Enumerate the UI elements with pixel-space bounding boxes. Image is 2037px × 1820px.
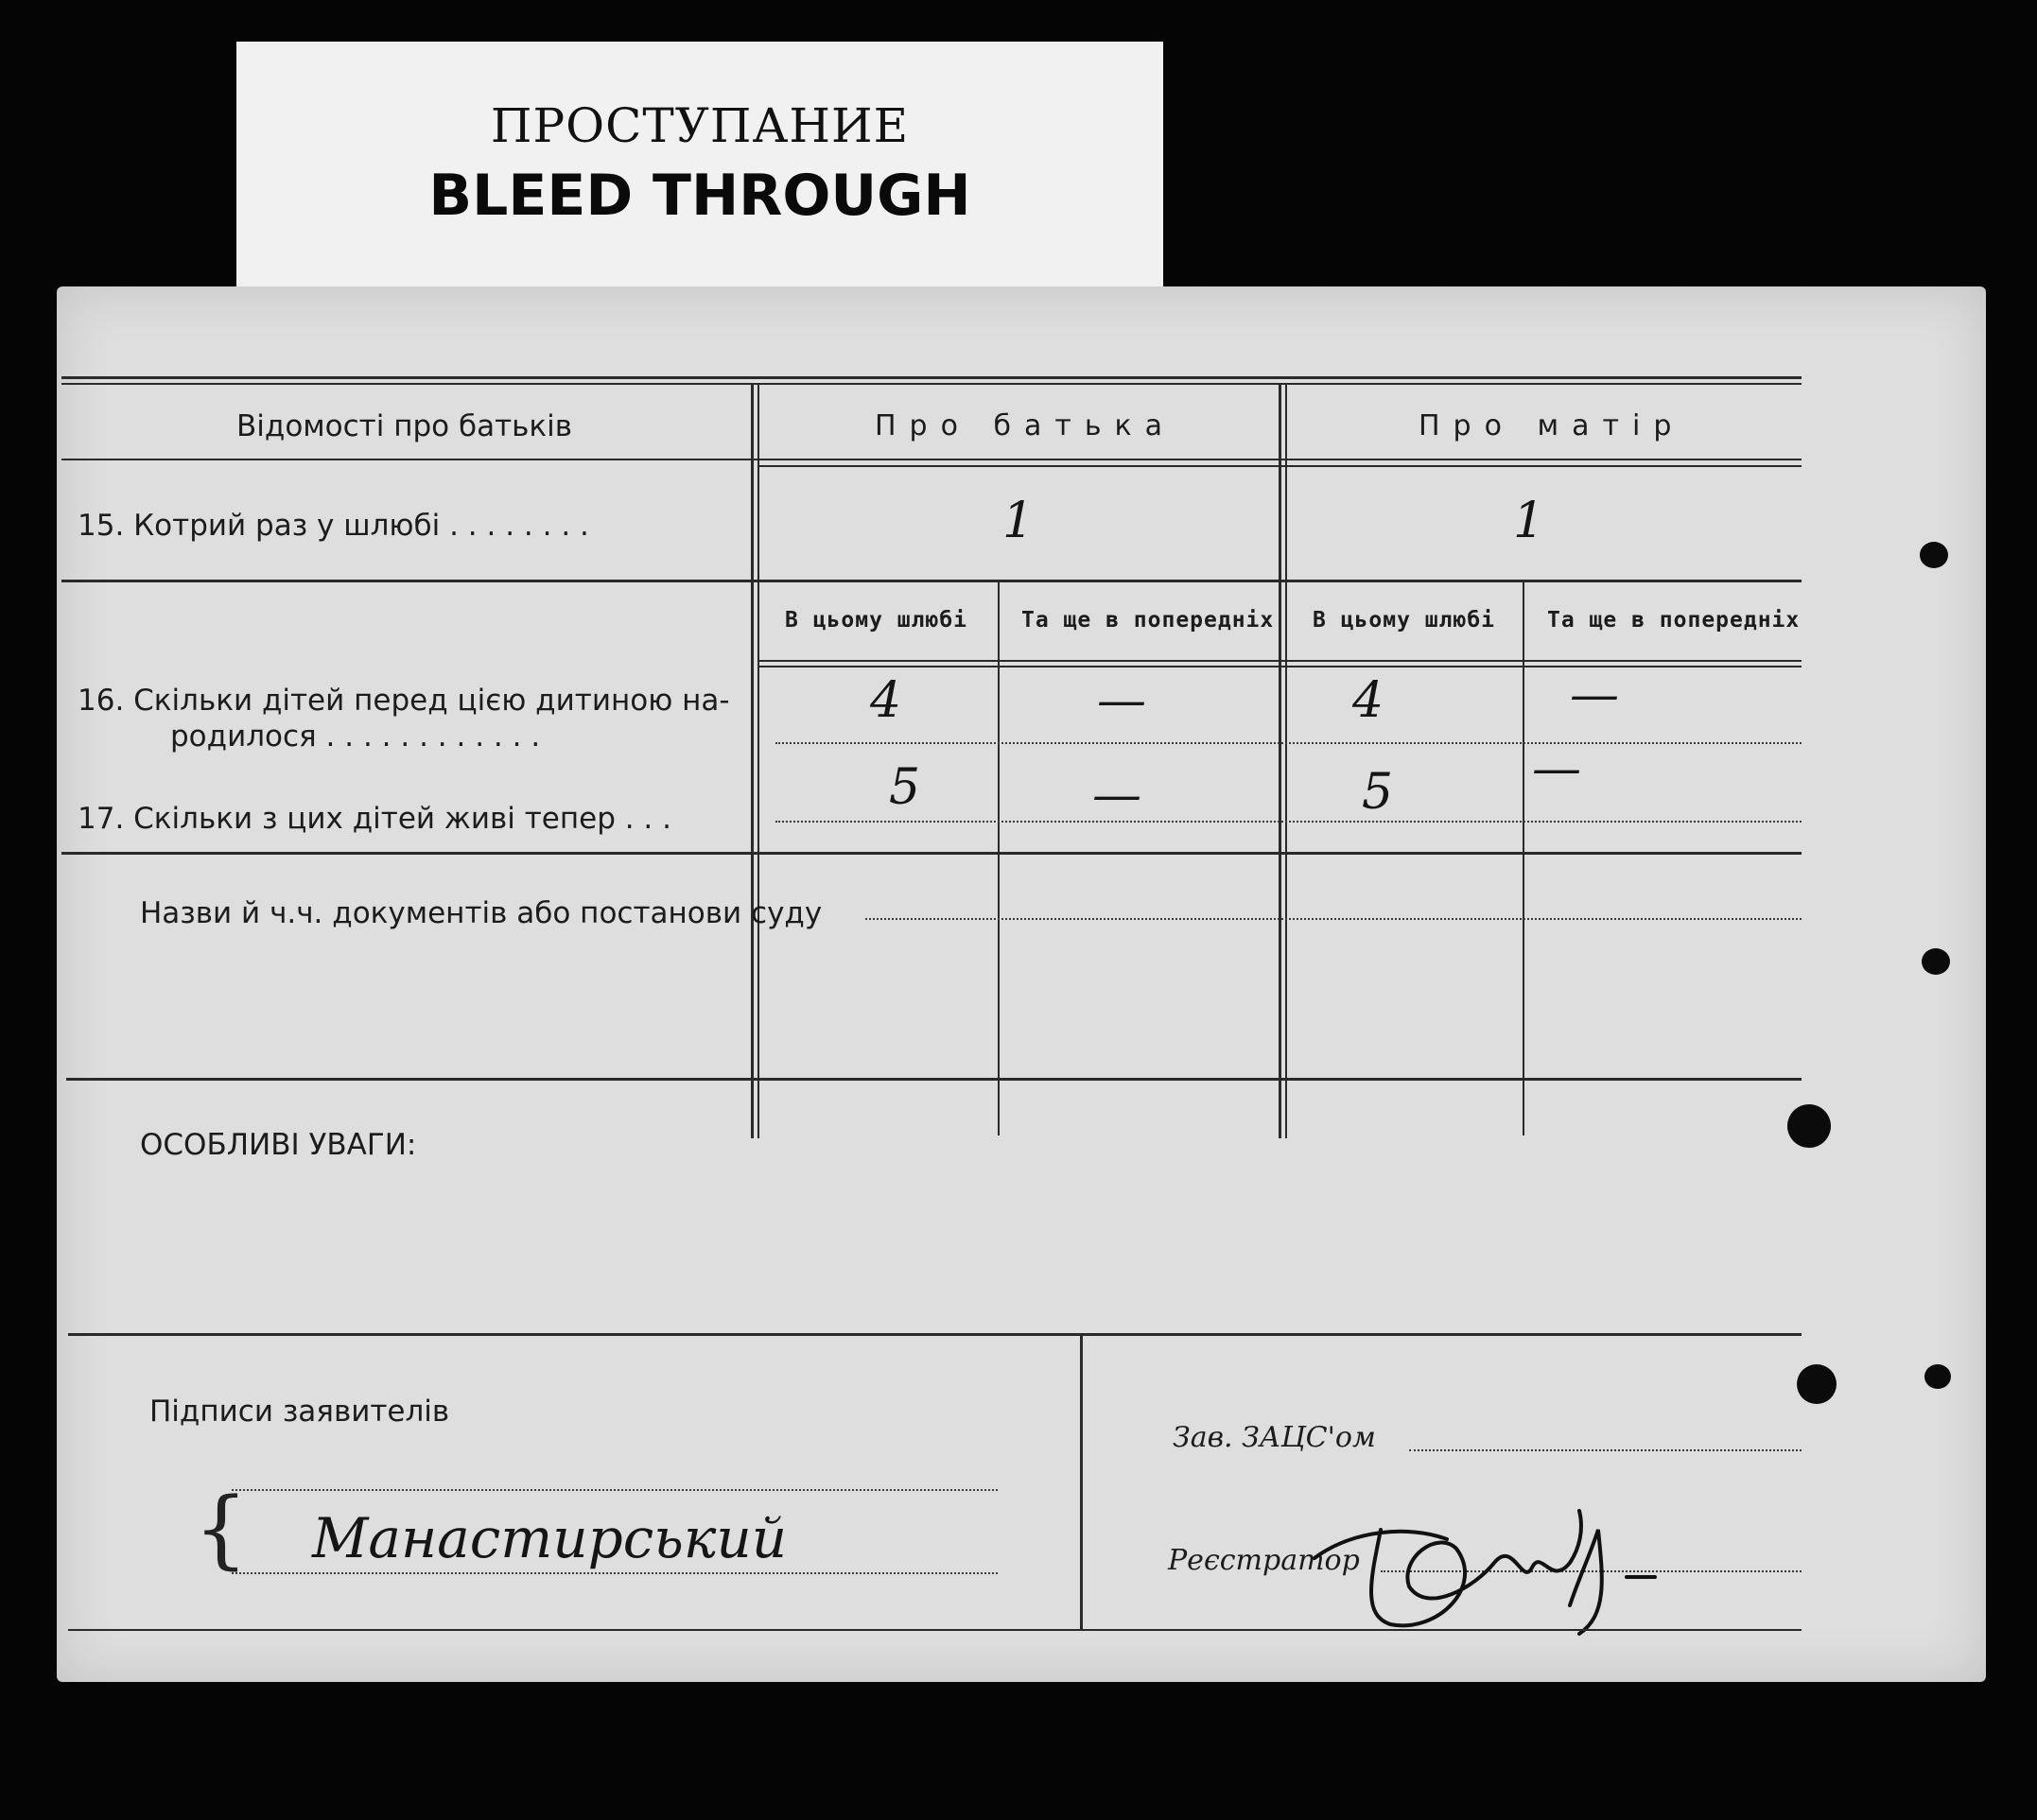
header-father: Про батька <box>875 409 1176 442</box>
row16-mother-this: 4 <box>1352 672 1384 729</box>
rule <box>61 852 1802 855</box>
col-divider <box>751 384 754 1138</box>
row17-label: 17. Скільки з цих дітей живі тепер . . . <box>78 802 671 836</box>
registrar-signature <box>1296 1473 1731 1643</box>
label-russian: ПРОСТУПАНИЕ <box>490 98 910 153</box>
col-divider <box>1523 580 1524 1135</box>
rule <box>66 1078 1802 1081</box>
head-label: Зав. ЗАЦС'ом <box>1173 1421 1376 1454</box>
row17-father-this: 5 <box>889 759 921 816</box>
header-info: Відомості про батьків <box>236 409 573 443</box>
rule <box>759 666 1802 667</box>
col-divider <box>1279 384 1281 1138</box>
dotted-rule <box>775 821 1802 823</box>
bleed-through-label-card <box>236 42 1163 292</box>
rule <box>68 1629 1802 1631</box>
row17-mother-prev: — <box>1532 740 1581 797</box>
rule <box>61 459 1802 460</box>
row15-father-value: 1 <box>1002 493 1035 549</box>
documents-label: Назви й ч.ч. документів або постанови суду <box>140 896 823 930</box>
sub-father-this: В цьому шлюбі <box>785 608 968 633</box>
rule <box>61 580 1802 582</box>
col-divider <box>757 384 759 1138</box>
header-mother: Про матір <box>1419 409 1685 442</box>
dotted-rule <box>1409 1449 1802 1451</box>
row17-mother-this: 5 <box>1362 764 1394 821</box>
col-divider <box>1285 384 1287 1138</box>
dotted-rule <box>775 742 1802 744</box>
sub-father-prev: Та ще в попередніх <box>1021 608 1275 633</box>
label-english: BLEED THROUGH <box>428 163 971 229</box>
col-divider <box>1080 1336 1083 1629</box>
punch-hole <box>1920 542 1948 568</box>
dotted-rule <box>865 918 1802 920</box>
rule <box>68 1333 1802 1336</box>
dotted-rule <box>232 1489 998 1491</box>
punch-hole <box>1924 1364 1951 1389</box>
row15-label: 15. Котрий раз у шлюбі . . . . . . . . <box>78 509 589 543</box>
rule <box>759 660 1802 662</box>
applicant-signature: Манастирський <box>312 1506 788 1570</box>
remarks-label: ОСОБЛИВІ УВАГИ: <box>140 1128 417 1162</box>
row16-label-line2: родилося . . . . . . . . . . . . <box>170 719 541 754</box>
document-sheet <box>57 286 1986 1682</box>
row17-father-prev: — <box>1092 767 1141 823</box>
rule <box>61 376 1802 379</box>
brace-icon: { <box>194 1480 249 1579</box>
rule <box>759 465 1802 467</box>
col-divider <box>998 580 1000 1135</box>
row16-father-this: 4 <box>870 672 902 729</box>
sub-mother-this: В цьому шлюбі <box>1313 608 1496 633</box>
punch-hole <box>1922 948 1950 975</box>
punch-hole <box>1787 1104 1831 1148</box>
row16-mother-prev: — <box>1570 667 1619 723</box>
punch-hole <box>1797 1364 1837 1404</box>
sub-mother-prev: Та ще в попередніх <box>1547 608 1801 633</box>
applicants-label: Підписи заявителів <box>149 1395 450 1429</box>
row16-label-line1: 16. Скільки дітей перед цією дитиною на- <box>78 684 730 718</box>
dotted-rule <box>232 1572 998 1574</box>
row15-mother-value: 1 <box>1513 493 1545 549</box>
rule <box>61 383 1802 385</box>
row16-father-prev: — <box>1097 672 1146 729</box>
registrar-label: Реєстратор <box>1168 1544 1360 1577</box>
